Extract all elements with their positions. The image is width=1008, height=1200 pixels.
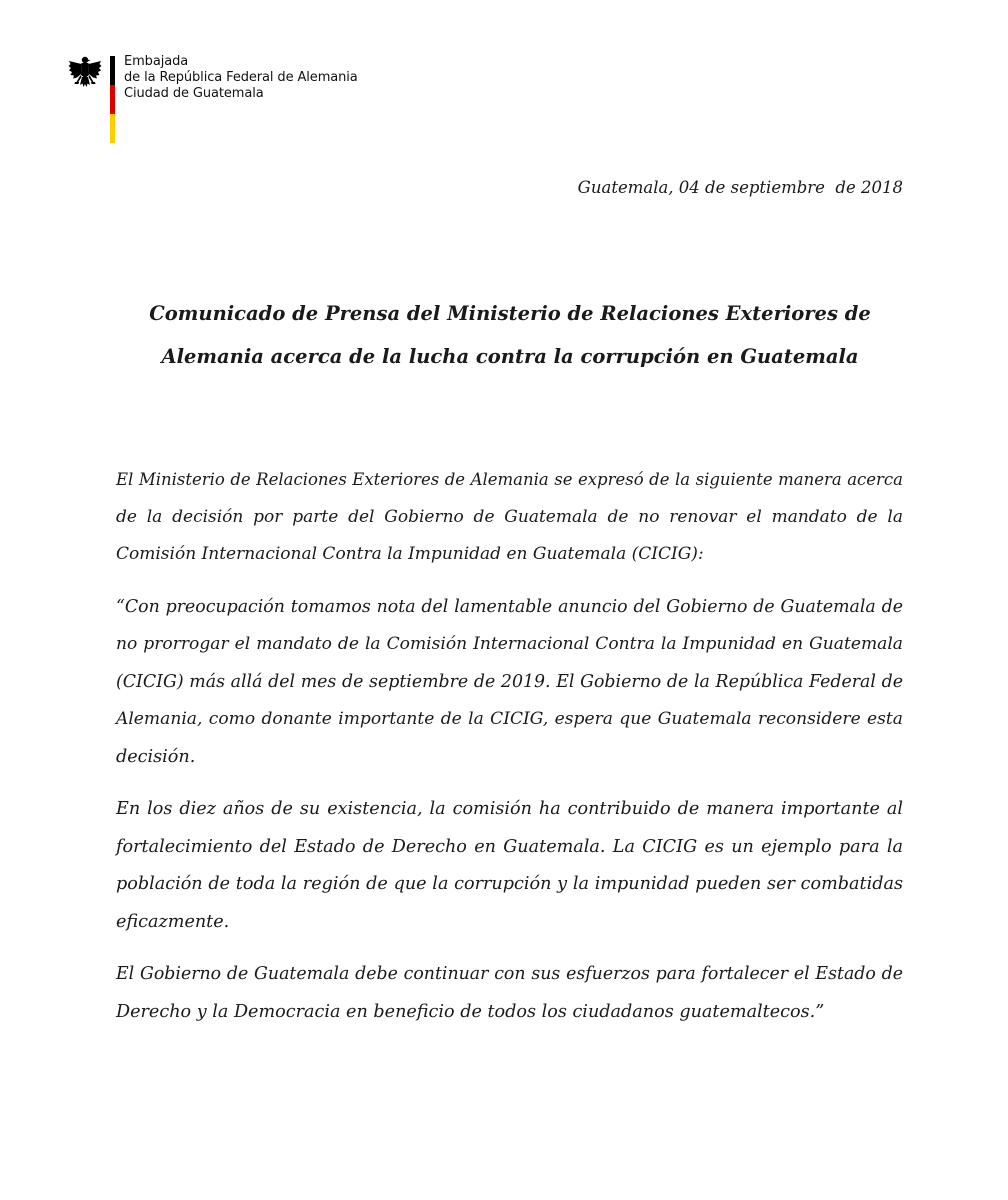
- paragraph-line: Alemania, como donante importante de la CICIG, espera que Guatemala reconsidere esta: [116, 709, 903, 729]
- paragraph-line: eficazmente.: [116, 911, 230, 932]
- letterhead: [68, 52, 388, 148]
- flag-stripe-black: [110, 56, 115, 85]
- federal-eagle-icon: [68, 55, 102, 91]
- paragraph-line: “Con preocupación tomamos nota del lamentable anuncio del Gobierno de Guatemala de: [116, 596, 903, 617]
- document-date: Guatemala, 04 de septiembre de 2018: [577, 178, 903, 197]
- paragraph-intro: [116, 461, 903, 574]
- flag-stripe-gold: [110, 114, 115, 143]
- embassy-line-1: Embajada: [124, 54, 189, 69]
- paragraph-quote-3: [116, 956, 903, 1031]
- paragraph-line: En los diez años de su existencia, la comisión ha contribuido de manera importante al: [116, 799, 903, 819]
- paragraph-line: Comisión Internacional Contra la Impunidad en Guatemala (CICIG):: [116, 544, 704, 564]
- embassy-line-3: Ciudad de Guatemala: [124, 86, 264, 101]
- embassy-line-2: de la República Federal de Alemania: [124, 70, 358, 85]
- press-release-title: [110, 292, 910, 378]
- embassy-name: [124, 54, 358, 102]
- paragraph-line: de la decisión por parte del Gobierno de Guatemala de no renovar el mandato de la: [116, 506, 903, 527]
- press-release-body: [116, 461, 903, 1046]
- paragraph-line: (CICIG) más allá del mes de septiembre de 2019. El Gobierno de la República Federal de: [116, 671, 903, 692]
- paragraph-quote-2: [116, 791, 903, 941]
- flag-stripe-red: [110, 85, 115, 114]
- paragraph-line: no prorrogar el mandato de la Comisión Internacional Contra la Impunidad en Guatemala: [116, 634, 903, 654]
- paragraph-line: El Gobierno de Guatemala debe continuar con sus esfuerzos para fortalecer el Estado de: [116, 964, 903, 984]
- paragraph-line: El Ministerio de Relaciones Exteriores de Alemania se expresó de la siguiente manera acerca: [116, 470, 903, 489]
- paragraph-line: fortalecimiento del Estado de Derecho en Guatemala. La CICIG es un ejemplo para la: [116, 836, 903, 857]
- title-line-2: Alemania acerca de la lucha contra la corrupción en Guatemala: [161, 345, 859, 368]
- paragraph-line: población de toda la región de que la corrupción y la impunidad pueden ser combatidas: [116, 874, 903, 894]
- german-flag-bar: [110, 56, 115, 143]
- title-line-1: Comunicado de Prensa del Ministerio de Relaciones Exteriores de: [149, 302, 871, 325]
- paragraph-line: decisión.: [116, 746, 196, 767]
- paragraph-quote-1: [116, 589, 903, 777]
- paragraph-line: Derecho y la Democracia en beneficio de todos los ciudadanos guatemaltecos.”: [116, 1001, 825, 1022]
